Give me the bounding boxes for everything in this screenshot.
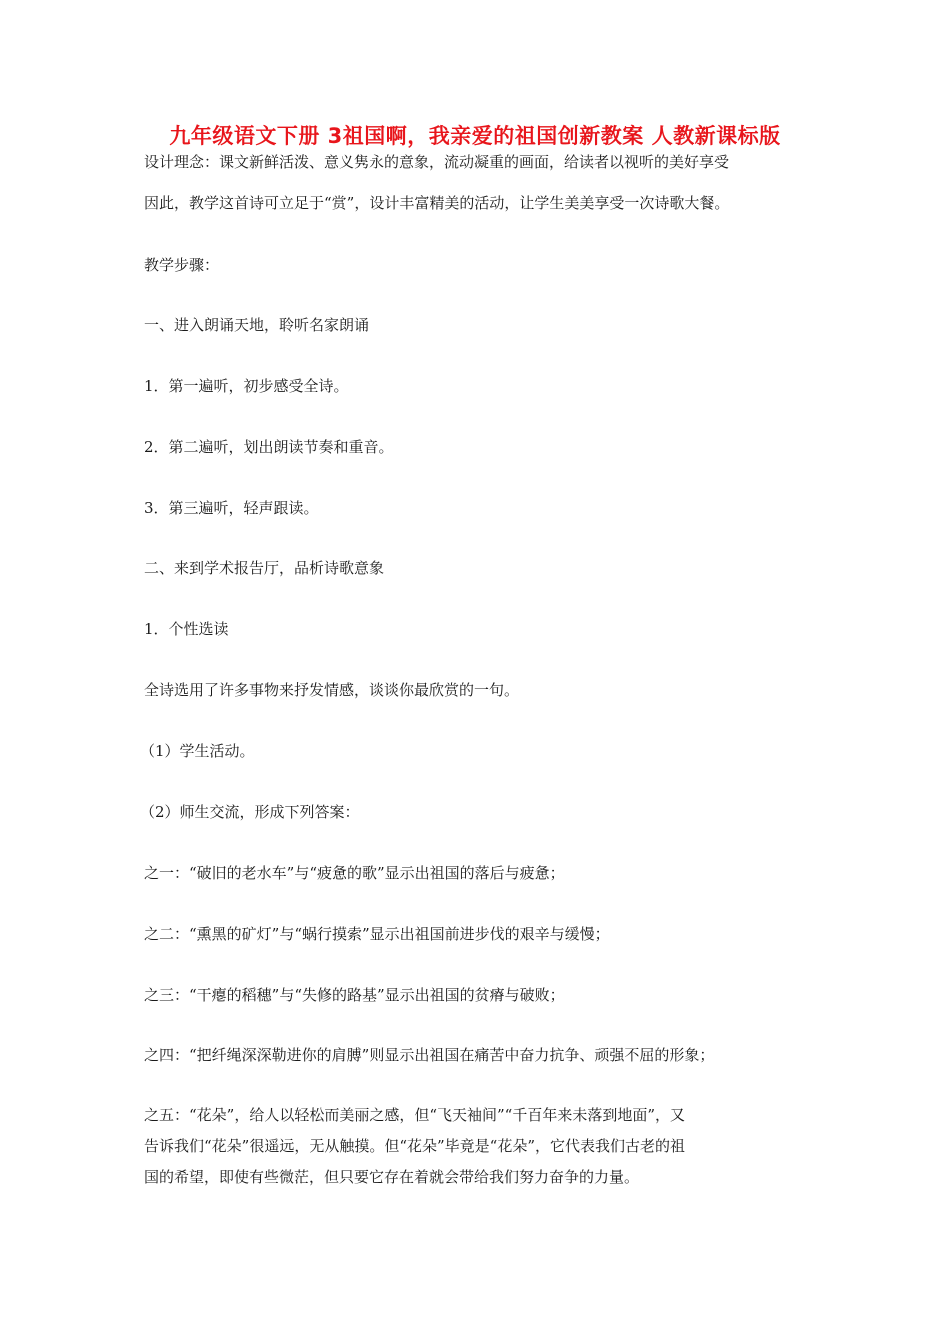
design-concept-line-2: 因此，教学这首诗可立足于“赏”，设计丰富精美的活动，让学生美美享受一次诗歌大餐。 [144, 194, 730, 212]
answer-5-line: 之五：“花朵”，给人以轻松而美丽之感，但“飞天袖间”“千百年来未落到地面”，又 [144, 1106, 686, 1124]
activity-item: （2）师生交流，形成下列答案： [140, 803, 360, 821]
section-1-heading: 一、进入朗诵天地，聆听名家朗诵 [144, 316, 370, 334]
answer-5-line: 告诉我们“花朵”很遥远，无从触摸。但“花朵”毕竟是“花朵”，它代表我们古老的祖 [144, 1137, 686, 1155]
answer-item: 之二：“熏黑的矿灯”与“蜗行摸索”显示出祖国前进步伐的艰辛与缓慢； [144, 925, 610, 943]
section-1-item: 1．第一遍听，初步感受全诗。 [144, 377, 349, 395]
answer-5-line: 国的希望，即使有些微茫，但只要它存在着就会带给我们努力奋争的力量。 [144, 1168, 640, 1186]
document-title: 九年级语文下册 3祖国啊，我亲爱的祖国创新教案 人教新课标版 [169, 124, 781, 148]
design-concept-line-1: 设计理念：课文新鲜活泼、意义隽永的意象，流动凝重的画面，给读者以视听的美好享受 [144, 153, 730, 171]
answer-item: 之四：“把纤绳深深勒进你的肩膊”则显示出祖国在痛苦中奋力抗争、顽强不屈的形象； [144, 1046, 715, 1064]
section-2-prompt: 全诗选用了许多事物来抒发情感，谈谈你最欣赏的一句。 [144, 681, 520, 699]
section-1-item: 2．第二遍听，划出朗读节奏和重音。 [144, 438, 394, 456]
section-2-subheading: 1．个性选读 [144, 620, 229, 638]
answer-item: 之三：“干瘪的稻穗”与“失修的路基”显示出祖国的贫瘠与破败； [144, 986, 565, 1004]
answer-item: 之一：“破旧的老水车”与“疲惫的歌”显示出祖国的落后与疲惫； [144, 864, 565, 882]
answer-item-5 [144, 1100, 812, 1193]
steps-heading: 教学步骤： [144, 256, 220, 274]
section-2-heading: 二、来到学术报告厅，品析诗歌意象 [144, 559, 385, 577]
section-1-item: 3．第三遍听，轻声跟读。 [144, 499, 319, 517]
activity-item: （1）学生活动。 [140, 742, 255, 760]
